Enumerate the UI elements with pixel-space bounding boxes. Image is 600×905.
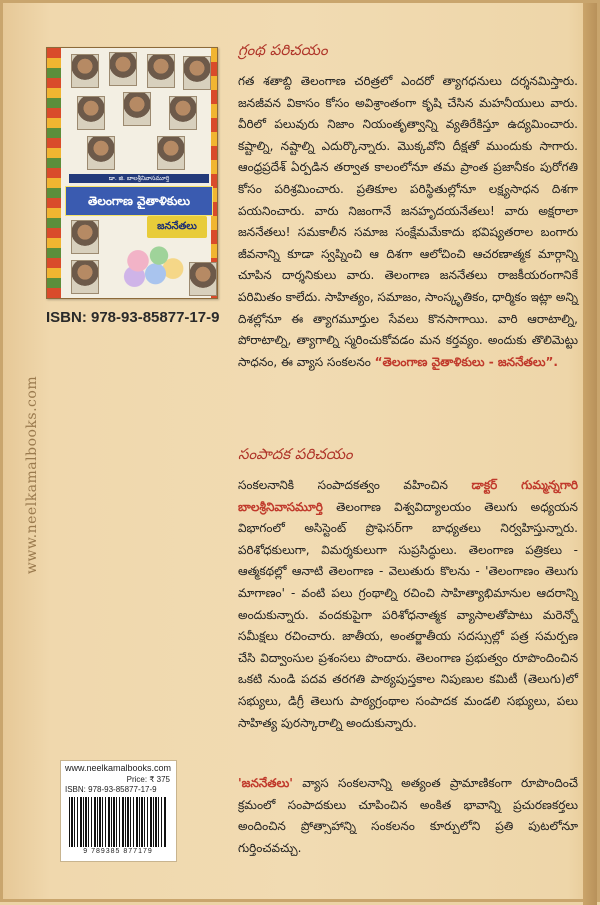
barcode-url: www.neelkamalbooks.com <box>65 763 172 773</box>
side-website-url <box>21 355 43 595</box>
thumbnail-author: డా. జి. బాలశ్రీనివాసమూర్తి <box>69 174 209 183</box>
portrait-image <box>183 56 211 90</box>
portrait-image <box>109 52 137 86</box>
editor-intro-paragraph <box>238 475 578 734</box>
portrait-image <box>87 136 115 170</box>
isbn-number: ISBN: 978-93-85877-17-9 <box>46 309 220 326</box>
book-intro-paragraph <box>238 71 578 373</box>
portrait-image <box>147 54 175 88</box>
editor-intro-rest: తెలంగాణ విశ్వవిద్యాలయం తెలుగు అధ్యయన విభాగంలో అసిస్టెంట్ ప్రొఫెసర్‌గా బాధ్యతలు నిర్వహిస్తున్నారు. పరిశోధకులుగా, విమర్శకులుగా సుప్రసిద్ధులు. తెలంగాణ పత్రికలు - ఆత్మకథల్లో ఆనాటి తెలంగాణ - వెలుతురు కొలను - 'తెలంగాణం తెలుగు మాగాణం' - వంటి పలు గ్రంథాల్ని రచించి సాహిత్యాభిమానుల ఆదరాన్ని అందుకున్నారు. వందకుపైగా పరిశోధనాత్మక వ్యాసాలతోపాటు మరెన్నో సమీక్షలు రచించారు. జాతీయ, అంతర్జాతీయ సదస్సుల్లో పత్ర సమర్పణ చేసి విద్వాంసుల ప్రశంసలు పొందారు. తెలంగాణ ప్రభుత్వం రూపొందించిన ఒకటి నుండి పదవ తరగతి పాఠ్యపుస్తకాల నిపుణుల కమిటీ (తెలుగు)లో సభ్యులు, డిగ్రీ తెలుగు పాఠ్యగ్రంథాల సంపాదక మండలి సభ్యులు, పలు సాహిత్య పురస్కారాల్ని అందుకున్నారు. <box>238 499 578 730</box>
portrait-image <box>71 220 99 254</box>
portrait-image <box>71 260 99 294</box>
closing-paragraph <box>238 773 578 859</box>
telangana-map-image <box>117 240 187 292</box>
price-label: Price: ₹ 375 <box>126 775 170 784</box>
janenetalu-highlight: 'జననేతలు' <box>238 776 293 790</box>
portrait-image <box>77 96 105 130</box>
portrait-image <box>123 92 151 126</box>
book-cover-thumbnail <box>46 47 218 299</box>
cover-color-stripe-right <box>211 48 217 298</box>
editor-name-highlight: డాక్టర్ గుమ్మన్నగారి బాలశ్రీనివాసమూర్తి <box>238 478 578 514</box>
portrait-image <box>189 262 217 296</box>
cover-color-stripe <box>47 48 61 298</box>
section-heading-book-intro: గ్రంథ పరిచయం <box>238 41 328 59</box>
portrait-image <box>169 96 197 130</box>
barcode-bars <box>69 797 167 847</box>
editor-intro-start: సంకలనానికి సంపాదకత్వం వహించిన <box>238 478 448 492</box>
side-website-url-text: www.neelkamalbooks.com <box>24 375 40 575</box>
thumbnail-subtitle: జననేతలు <box>147 216 207 238</box>
thumbnail-title: తెలంగాణ వైతాళికులు <box>65 186 213 216</box>
portrait-image <box>71 54 99 88</box>
book-title-highlight: “తెలంగాణ వైతాళికులు - జననేతలు”. <box>374 354 558 369</box>
barcode-block <box>60 760 177 862</box>
spine-edge <box>583 3 597 905</box>
barcode-isbn: ISBN: 978-93-85877-17-9 <box>65 785 157 794</box>
barcode-digits: 9 789385 877179 <box>83 848 153 855</box>
portrait-image <box>157 136 185 170</box>
closing-text: వ్యాస సంకలనాన్ని అత్యంత ప్రామాణికంగా రూపొందించే క్రమంలో సంపాదకులు చూపించిన అంకిత భావాన్ని ప్రచురణకర్తలు అందించిన ప్రోత్సాహాన్ని సంకలనం కూర్పులోని ప్రతి పుటలోనూ గుర్తించవచ్చు. <box>238 776 578 855</box>
section-heading-editor-intro: సంపాదక పరిచయం <box>238 445 353 463</box>
book-intro-text: గత శతాబ్ది తెలంగాణ చరిత్రలో ఎందరో త్యాగధనులు దర్శనమిస్తారు. జనజీవన వికాసం కోసం అవిశ్రాంతంగా కృషి చేసిన మహనీయులు వారు. వీరిలో పలువురు నిజాం నియంతృత్వాన్ని వ్యతిరేకిస్తూ ఉద్యమించారు. కష్టాల్ని, నష్టాల్ని ఎదుర్కొన్నారు. మొక్కవోని దీక్షతో ముందుకు సాగారు. ఆంధ్రప్రదేశ్ ఏర్పడిన తర్వాత కాలంలోనూ తమ ప్రాంత ప్రజానీకం పురోగతి కోసం పరిశ్రమించారు. ప్రతికూల పరిస్థితుల్లోనూ లక్ష్యసాధన దిశగా పయనించారు. వారు నిజంగానే జనహృదయనేతలు! వారు అక్షరాలా జననేతలు! సమకాలీన సమాజ సంక్షేమమేకాదు భవిష్యతరాల బంగారు జీవనాన్ని కూడా స్వప్నించి ఆ దిశగా ఆలోచించి ఆచరణాత్మక మార్గాన్ని చూపిన దార్శనికులు వారు. తెలంగాణ జననేతలు రాజకీయరంగానికే పరిమితం కాలేదు. సాహిత్యం, సమాజం, సాంస్కృతికం, ధార్మికం ఇట్లా అన్ని దిశల్లోనూ ఈ త్యాగమూర్తుల సేవలు కొనసాగాయి. వారి ఆరాటాల్ని, పోరాటాల్ని, త్యాగాల్ని స్మరించుకోవడం మన కర్తవ్యం. అందుకు తొలిమెట్టు సాధనం, ఈ వ్యాస సంకలనం <box>238 74 578 369</box>
